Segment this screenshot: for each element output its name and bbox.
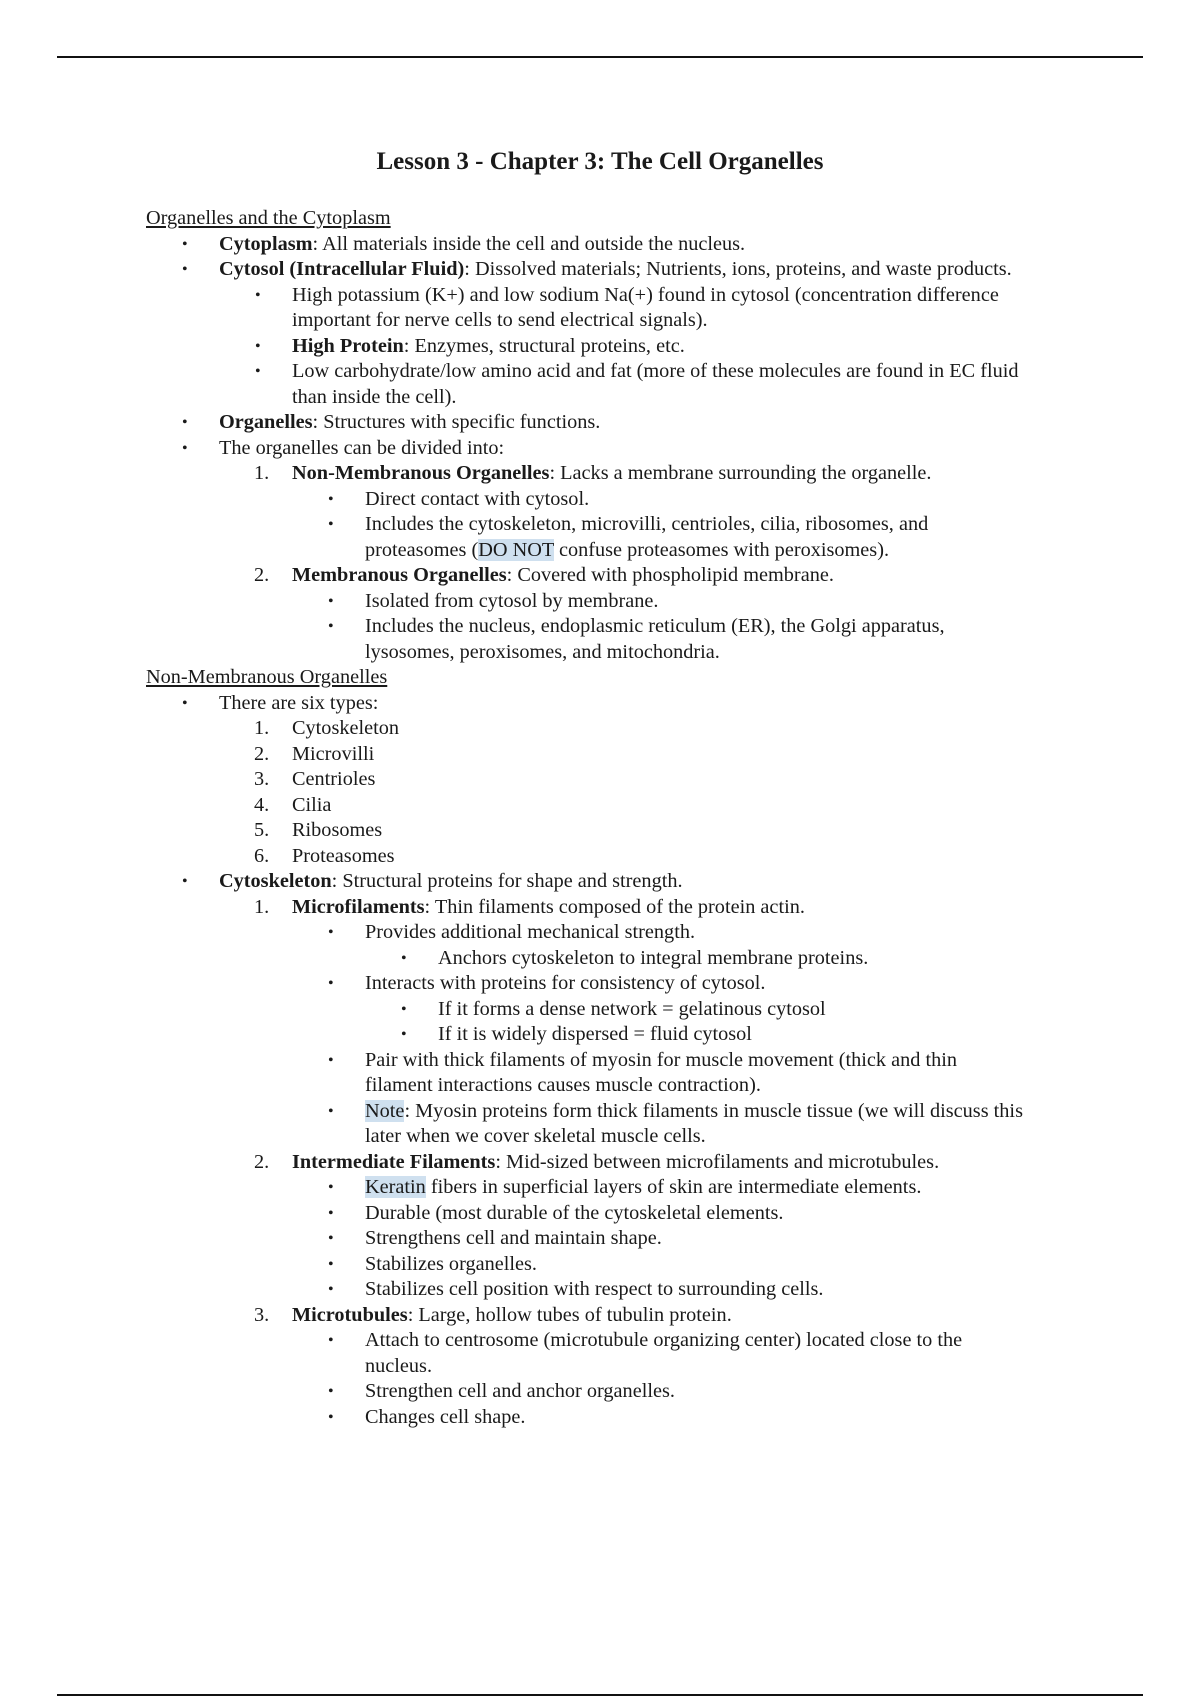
text-segment: fibers in superficial layers of skin are intermediate elements. bbox=[425, 1176, 922, 1198]
list-item-attach bbox=[146, 1328, 1096, 1354]
numbered-item-intermediate bbox=[146, 1150, 1096, 1176]
list-item-pair bbox=[146, 1048, 1096, 1074]
type-label: Proteasomes bbox=[292, 844, 395, 867]
text-line: High potassium (K+) and low sodium Na(+) found in cytosol (concentration difference bbox=[292, 283, 999, 306]
list-item-pair-cont: filament interactions causes muscle contraction). bbox=[365, 1074, 761, 1096]
term: Cytoskeleton bbox=[219, 870, 332, 892]
numbered-item-membranous bbox=[146, 563, 1096, 589]
text-line: Strengthen cell and anchor organelles. bbox=[365, 1380, 675, 1402]
term: High Protein bbox=[292, 334, 404, 357]
term: Non-Membranous Organelles bbox=[292, 462, 550, 484]
number-marker: 4. bbox=[254, 793, 270, 816]
number-marker: 5. bbox=[254, 819, 270, 841]
list-item-dispersed bbox=[146, 1022, 1096, 1048]
list-item-cytosol bbox=[146, 257, 1096, 283]
list-item-strengthen-anchor bbox=[146, 1379, 1096, 1405]
bullet-marker: • bbox=[255, 286, 261, 304]
list-item-durable bbox=[146, 1201, 1096, 1227]
number-marker: 2. bbox=[254, 1150, 270, 1173]
text-line: If it is widely dispersed = fluid cytosol bbox=[438, 1023, 752, 1045]
bullet-marker: • bbox=[182, 439, 188, 457]
bullet-marker: • bbox=[182, 235, 188, 253]
type-label: Centrioles bbox=[292, 768, 376, 790]
text-line: Provides additional mechanical strength. bbox=[365, 921, 696, 943]
list-item-includes-mem bbox=[146, 614, 1096, 640]
list-item-divided bbox=[146, 436, 1096, 462]
list-item-interacts bbox=[146, 971, 1096, 997]
numbered-item-type bbox=[146, 844, 1096, 870]
text-line: Pair with thick filaments of myosin for muscle movement (thick and thin bbox=[365, 1048, 957, 1071]
text-line: Includes the nucleus, endoplasmic reticulum (ER), the Golgi apparatus, bbox=[365, 615, 945, 637]
list-item-dense bbox=[146, 997, 1096, 1023]
number-marker: 6. bbox=[254, 844, 270, 867]
bottom-rule bbox=[57, 1694, 1143, 1696]
bullet-marker: • bbox=[328, 1204, 334, 1222]
list-item-anchors bbox=[146, 946, 1096, 972]
list-item-note bbox=[146, 1099, 1096, 1125]
section-heading-organelles-cytoplasm: Organelles and the Cytoplasm bbox=[146, 207, 391, 229]
text-line: There are six types: bbox=[219, 691, 379, 714]
text-segment: proteasomes ( bbox=[365, 538, 479, 561]
list-item-includes-mem-cont: lysosomes, peroxisomes, and mitochondria. bbox=[365, 640, 720, 663]
type-label: Ribosomes bbox=[292, 819, 383, 841]
definition: : Lacks a membrane surrounding the organelle. bbox=[549, 462, 932, 484]
bullet-marker: • bbox=[328, 1102, 334, 1120]
bullet-marker: • bbox=[328, 1408, 334, 1426]
type-label: Cytoskeleton bbox=[292, 717, 400, 739]
text-line: Attach to centrosome (microtubule organizing center) located close to the bbox=[365, 1329, 963, 1351]
list-item-changes-shape bbox=[146, 1405, 1096, 1431]
top-rule bbox=[57, 56, 1143, 58]
list-item-low-carb bbox=[146, 359, 1096, 385]
bullet-marker: • bbox=[401, 949, 407, 967]
text-segment: confuse proteasomes with peroxisomes). bbox=[553, 538, 890, 561]
bullet-marker: • bbox=[328, 592, 334, 610]
text-line: Stabilizes cell position with respect to surrounding cells. bbox=[365, 1278, 824, 1300]
list-item-cytoskeleton bbox=[146, 869, 1096, 895]
bullet-marker: • bbox=[328, 618, 334, 635]
list-item-potassium bbox=[146, 283, 1096, 309]
definition: : Covered with phospholipid membrane. bbox=[506, 564, 834, 586]
list-item-high-protein bbox=[146, 334, 1096, 360]
bullet-marker: • bbox=[328, 1255, 334, 1273]
bullet-marker: • bbox=[328, 490, 334, 508]
bullet-marker: • bbox=[328, 1051, 334, 1069]
text-line: Durable (most durable of the cytoskeletal elements. bbox=[365, 1201, 784, 1224]
bullet-marker: • bbox=[182, 694, 188, 712]
bullet-marker: • bbox=[255, 363, 261, 380]
bullet-marker: • bbox=[328, 1383, 334, 1400]
number-marker: 3. bbox=[254, 1303, 270, 1326]
term: Cytosol (Intracellular Fluid) bbox=[219, 258, 465, 280]
number-marker: 2. bbox=[254, 742, 270, 765]
list-item-note-cont: later when we cover skeletal muscle cells. bbox=[365, 1125, 706, 1147]
text-line: Anchors cytoskeleton to integral membrane proteins. bbox=[438, 946, 869, 969]
term: Cytoplasm bbox=[219, 232, 313, 255]
text-line: Interacts with proteins for consistency of cytosol. bbox=[365, 972, 766, 994]
term: Microtubules bbox=[292, 1303, 408, 1326]
definition: : Structural proteins for shape and strength. bbox=[331, 870, 683, 892]
number-marker: 3. bbox=[254, 768, 270, 790]
text-line: Direct contact with cytosol. bbox=[365, 487, 590, 510]
list-item-cytoplasm bbox=[146, 232, 1096, 258]
type-label: Cilia bbox=[292, 793, 332, 816]
text-line: Low carbohydrate/low amino acid and fat (more of these molecules are found in EC fluid bbox=[292, 360, 1019, 382]
list-item-stabilizes-position bbox=[146, 1277, 1096, 1303]
list-item-low-carb-cont: than inside the cell). bbox=[292, 385, 457, 408]
numbered-item-type bbox=[146, 716, 1096, 742]
bullet-marker: • bbox=[255, 337, 261, 355]
numbered-item-non-membranous bbox=[146, 461, 1096, 487]
bullet-marker: • bbox=[328, 1179, 334, 1196]
number-marker: 2. bbox=[254, 564, 270, 586]
list-item-keratin bbox=[146, 1175, 1096, 1201]
definition: : Thin filaments composed of the protein actin. bbox=[424, 895, 805, 918]
term: Membranous Organelles bbox=[292, 564, 507, 586]
term: Microfilaments bbox=[292, 895, 425, 918]
bullet-marker: • bbox=[182, 873, 188, 890]
list-item-six-types bbox=[146, 691, 1096, 717]
definition: : Enzymes, structural proteins, etc. bbox=[403, 334, 685, 357]
section-heading-non-membranous: Non-Membranous Organelles bbox=[146, 666, 388, 688]
bullet-marker: • bbox=[182, 414, 188, 431]
bullet-marker: • bbox=[182, 261, 188, 278]
definition: : All materials inside the cell and outside the nucleus. bbox=[312, 232, 746, 255]
text-line: Includes the cytoskeleton, microvilli, centrioles, cilia, ribosomes, and bbox=[365, 513, 929, 535]
document-body bbox=[146, 206, 1096, 1430]
number-marker: 1. bbox=[254, 462, 270, 484]
highlighted-text: Note bbox=[365, 1099, 405, 1122]
bullet-marker: • bbox=[328, 975, 334, 992]
numbered-item-type bbox=[146, 818, 1096, 844]
number-marker: 1. bbox=[254, 717, 270, 739]
term: Organelles bbox=[219, 411, 313, 433]
numbered-item-microfilaments bbox=[146, 895, 1096, 921]
document-title: Lesson 3 - Chapter 3: The Cell Organelles bbox=[376, 148, 824, 175]
type-label: Microvilli bbox=[292, 742, 375, 765]
text-line: Strengthens cell and maintain shape. bbox=[365, 1227, 662, 1249]
definition: : Large, hollow tubes of tubulin protein. bbox=[407, 1303, 732, 1326]
highlighted-text: DO NOT bbox=[478, 538, 554, 561]
list-item-provides bbox=[146, 920, 1096, 946]
numbered-item-type bbox=[146, 767, 1096, 793]
text-line: Stabilizes organelles. bbox=[365, 1252, 537, 1275]
list-item-strengthens bbox=[146, 1226, 1096, 1252]
text-line: The organelles can be divided into: bbox=[219, 436, 505, 459]
definition: : Dissolved materials; Nutrients, ions, proteins, and waste products. bbox=[464, 258, 1012, 280]
numbered-item-type bbox=[146, 793, 1096, 819]
term: Intermediate Filaments bbox=[292, 1150, 496, 1173]
list-item-includes-nonmem-cont bbox=[146, 538, 1096, 564]
list-item-isolated bbox=[146, 589, 1096, 615]
bullet-marker: • bbox=[328, 1332, 334, 1349]
highlighted-text: Keratin bbox=[365, 1176, 426, 1198]
text-line: Isolated from cytosol by membrane. bbox=[365, 589, 659, 612]
bullet-marker: • bbox=[328, 924, 334, 941]
bullet-marker: • bbox=[401, 1000, 407, 1018]
bullet-marker: • bbox=[328, 516, 334, 533]
bullet-marker: • bbox=[328, 1281, 334, 1298]
list-item-attach-cont: nucleus. bbox=[365, 1354, 433, 1377]
text-line: If it forms a dense network = gelatinous cytosol bbox=[438, 997, 826, 1020]
text-line: Changes cell shape. bbox=[365, 1405, 526, 1428]
text-segment: : Myosin proteins form thick filaments in muscle tissue (we will discuss this bbox=[404, 1099, 1023, 1122]
bullet-marker: • bbox=[401, 1026, 407, 1043]
list-item-direct-contact bbox=[146, 487, 1096, 513]
definition: : Structures with specific functions. bbox=[312, 411, 601, 433]
list-item-includes-nonmem bbox=[146, 512, 1096, 538]
numbered-item-microtubules bbox=[146, 1303, 1096, 1329]
numbered-item-type bbox=[146, 742, 1096, 768]
definition: : Mid-sized between microfilaments and microtubules. bbox=[495, 1150, 940, 1173]
list-item-organelles bbox=[146, 410, 1096, 436]
list-item-stabilizes-organelles bbox=[146, 1252, 1096, 1278]
number-marker: 1. bbox=[254, 895, 270, 918]
bullet-marker: • bbox=[328, 1230, 334, 1247]
list-item-potassium-cont: important for nerve cells to send electrical signals). bbox=[292, 309, 708, 331]
